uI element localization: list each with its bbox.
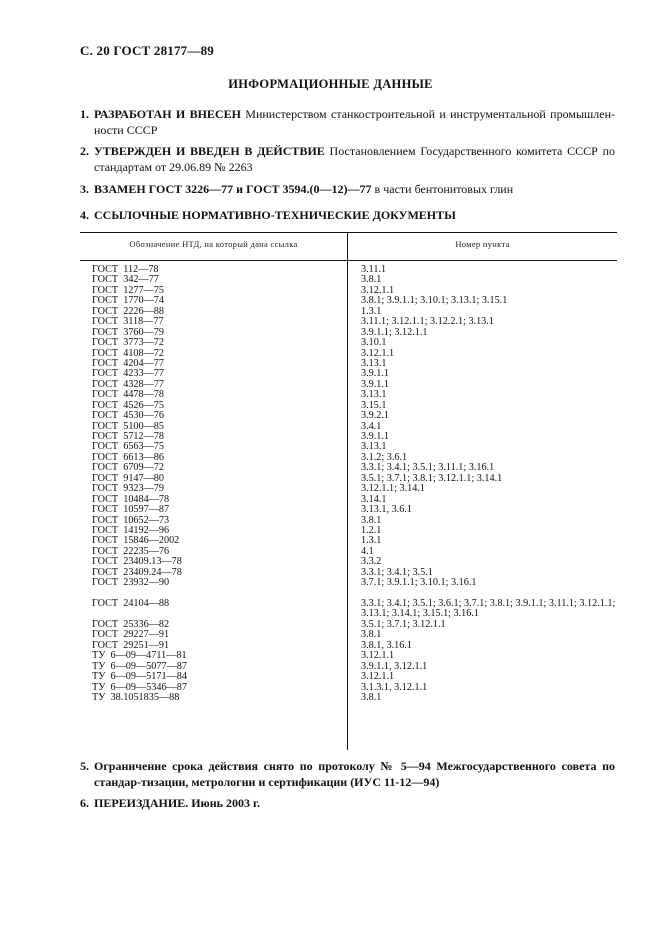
point-numbers: 3.3.1; 3.4.1; 3.5.1	[361, 566, 433, 578]
document-designation: ГОСТ 4204—77	[92, 357, 164, 369]
point-numbers: 3.9.1.1; 3.12.1.1	[361, 326, 428, 338]
info-item-5	[80, 758, 615, 790]
document-designation: ГОСТ 3760—79	[92, 326, 164, 338]
document-designation: ГОСТ 1770—74	[92, 295, 164, 307]
table-row	[80, 578, 617, 588]
point-numbers: 3.8.1	[361, 514, 382, 526]
item-heading: ССЫЛОЧНЫЕ НОРМАТИВНО-ТЕХНИЧЕСКИЕ ДОКУМЕНТЫ	[94, 208, 456, 222]
document-designation: ГОСТ 23932—90	[92, 577, 170, 589]
document-designation: ГОСТ 14192—96	[92, 524, 170, 536]
document-designation: ГОСТ 6613—86	[92, 451, 164, 463]
point-numbers: 3.9.1.1	[361, 431, 390, 442]
table-row	[80, 265, 617, 275]
point-numbers: 3.12.1.1	[361, 284, 395, 296]
document-designation: ГОСТ 4108—72	[92, 347, 164, 359]
point-numbers: 3.9.1.1	[361, 368, 390, 380]
point-numbers: 3.1.3.1, 3.12.1.1	[361, 681, 428, 693]
table-header-rule	[80, 260, 617, 261]
point-numbers: 3.12.1.1	[361, 650, 395, 662]
document-designation: ГОСТ 15846—2002	[92, 535, 180, 547]
info-item-4	[80, 207, 615, 223]
point-numbers: 3.8.1	[361, 274, 382, 286]
table-row	[80, 338, 617, 348]
info-item-2	[80, 143, 615, 175]
point-numbers: 3.3.2	[361, 556, 382, 568]
point-numbers: 3.5.1; 3.7.1; 3.8.1; 3.12.1.1; 3.14.1	[361, 472, 503, 484]
point-numbers: 3.8.1	[361, 629, 382, 641]
document-designation: ГОСТ 4526—75	[92, 399, 164, 411]
document-designation: ГОСТ 4478—78	[92, 389, 164, 401]
item-text: в части бентонитовых глин	[371, 182, 514, 196]
item-heading: РАЗРАБОТАН И ВНЕСЕН	[94, 107, 241, 121]
document-designation: ГОСТ 9147—80	[92, 472, 164, 484]
item-text: Ограничение срока действия снято по протоколу № 5—94 Межгосударственного совета по стандар-тизации, метрологии и сертификации (ИУС 11-12—94)	[94, 759, 615, 789]
point-numbers: 3.12.1.1; 3.14.1	[361, 483, 425, 495]
point-numbers: 3.9.1.1, 3.12.1.1	[361, 660, 428, 672]
item-number: 3.	[80, 182, 89, 196]
point-numbers: 3.12.1.1	[361, 347, 395, 359]
document-designation: ГОСТ 342—77	[92, 274, 159, 286]
point-numbers: 3.9.1.1	[361, 378, 390, 390]
point-numbers: 3.13.1	[361, 441, 387, 453]
point-numbers: 3.3.1; 3.4.1; 3.5.1; 3.6.1; 3.7.1; 3.8.1; 3.9.1.1; 3.11.1; 3.12.1.1; 3.13.1; 3.14.1; 3.15.1; 3.16.1	[361, 598, 616, 620]
table-row	[80, 693, 617, 703]
document-designation: ГОСТ 4530—76	[92, 410, 164, 422]
info-item-3	[80, 181, 615, 197]
document-designation: ГОСТ 10652—73	[92, 514, 170, 526]
table-row	[80, 599, 617, 620]
point-numbers: 3.8.1, 3.16.1	[361, 639, 412, 651]
document-designation: ГОСТ 5100—85	[92, 420, 164, 432]
document-designation: ГОСТ 5712—78	[92, 431, 164, 442]
document-designation: ТУ 6—09—4711—81	[92, 650, 187, 662]
document-designation: ГОСТ 6709—72	[92, 462, 164, 474]
document-designation: ГОСТ 9323—79	[92, 483, 164, 495]
document-designation: ТУ 38.1051835—88	[92, 691, 180, 703]
document-designation: ГОСТ 1277—75	[92, 284, 164, 296]
document-designation: ГОСТ 24104—88	[92, 598, 170, 609]
document-designation: ТУ 6—09—5346—87	[92, 681, 187, 693]
point-numbers: 3.3.1; 3.4.1; 3.5.1; 3.11.1; 3.16.1	[361, 462, 495, 474]
point-numbers: 3.13.1	[361, 357, 387, 369]
point-numbers: 3.4.1	[361, 420, 382, 432]
table-row	[80, 411, 617, 421]
document-designation: ТУ 6—09—5077—87	[92, 660, 187, 672]
item-heading: ПЕРЕИЗДАНИЕ.	[94, 796, 189, 810]
info-item-1	[80, 106, 615, 138]
document-designation: ГОСТ 3773—72	[92, 337, 164, 349]
table-row	[80, 672, 617, 682]
point-numbers: 1.3.1	[361, 305, 382, 317]
document-designation: ГОСТ 6563—75	[92, 441, 164, 453]
item-number: 5.	[80, 759, 89, 773]
column-header-document: Обозначение НТД, на который дана ссылка	[129, 239, 298, 249]
info-item-6	[80, 795, 615, 811]
item-number: 1.	[80, 107, 89, 121]
point-numbers: 1.3.1	[361, 535, 382, 547]
point-numbers: 3.5.1; 3.7.1; 3.12.1.1	[361, 618, 446, 630]
item-text: Министерством станкостроительной и инструментальной промышлен-ности СССР	[94, 107, 615, 137]
reference-documents-table	[80, 232, 617, 750]
document-designation: ГОСТ 23409.24—78	[92, 566, 182, 578]
item-number: 6.	[80, 796, 89, 810]
document-designation: ГОСТ 10597—87	[92, 504, 170, 516]
item-text: Постановлением Государственного комитета СССР по стандартам от 29.06.89 № 2263	[94, 144, 616, 174]
document-designation: ГОСТ 4328—77	[92, 378, 164, 390]
point-numbers: 3.15.1	[361, 399, 387, 411]
section-title: ИНФОРМАЦИОННЫЕ ДАННЫЕ	[228, 77, 433, 91]
point-numbers: 1.2.1	[361, 524, 382, 536]
document-designation: ГОСТ 22235—76	[92, 545, 170, 557]
point-numbers: 3.13.1, 3.6.1	[361, 504, 412, 516]
point-numbers: 3.8.1; 3.9.1.1; 3.10.1; 3.13.1; 3.15.1	[361, 295, 508, 307]
point-numbers: 3.1.2; 3.6.1	[361, 451, 408, 463]
document-designation: ГОСТ 10484—78	[92, 493, 170, 505]
point-numbers: 4.1	[361, 545, 374, 557]
point-numbers: 3.8.1	[361, 691, 382, 703]
page-header: С. 20 ГОСТ 28177—89	[80, 43, 214, 58]
document-designation: ГОСТ 112—78	[92, 264, 159, 275]
point-numbers: 3.14.1	[361, 493, 387, 505]
point-numbers: 3.10.1	[361, 337, 387, 349]
document-designation: ГОСТ 2226—88	[92, 305, 164, 317]
item-heading: УТВЕРЖДЕН И ВВЕДЕН В ДЕЙСТВИЕ	[94, 144, 325, 158]
table-row	[80, 505, 617, 515]
document-designation: ГОСТ 29227—91	[92, 629, 170, 641]
table-body	[80, 265, 617, 703]
document-designation: ТУ 6—09—5171—84	[92, 671, 187, 683]
table-top-rule	[80, 232, 617, 233]
point-numbers: 3.9.2.1	[361, 410, 390, 422]
column-header-point: Номер пункта	[455, 239, 510, 249]
point-numbers: 3.12.1.1	[361, 671, 395, 683]
document-designation: ГОСТ 25336—82	[92, 618, 170, 630]
point-numbers: 3.7.1; 3.9.1.1; 3.10.1; 3.16.1	[361, 577, 477, 589]
document-designation: ГОСТ 23409.13—78	[92, 556, 182, 568]
item-text: Июнь 2003 г.	[188, 796, 261, 810]
point-numbers: 3.11.1	[361, 264, 387, 275]
document-designation: ГОСТ 4233—77	[92, 368, 164, 380]
point-numbers: 3.11.1; 3.12.1.1; 3.12.2.1; 3.13.1	[361, 316, 494, 328]
point-numbers: 3.13.1	[361, 389, 387, 401]
document-designation: ГОСТ 29251—91	[92, 639, 170, 651]
item-number: 4.	[80, 208, 89, 222]
item-heading: ВЗАМЕН ГОСТ 3226—77 и ГОСТ 3594.(0—12)—77	[94, 182, 372, 196]
document-designation: ГОСТ 3118—77	[92, 316, 164, 328]
item-number: 2.	[80, 144, 89, 158]
